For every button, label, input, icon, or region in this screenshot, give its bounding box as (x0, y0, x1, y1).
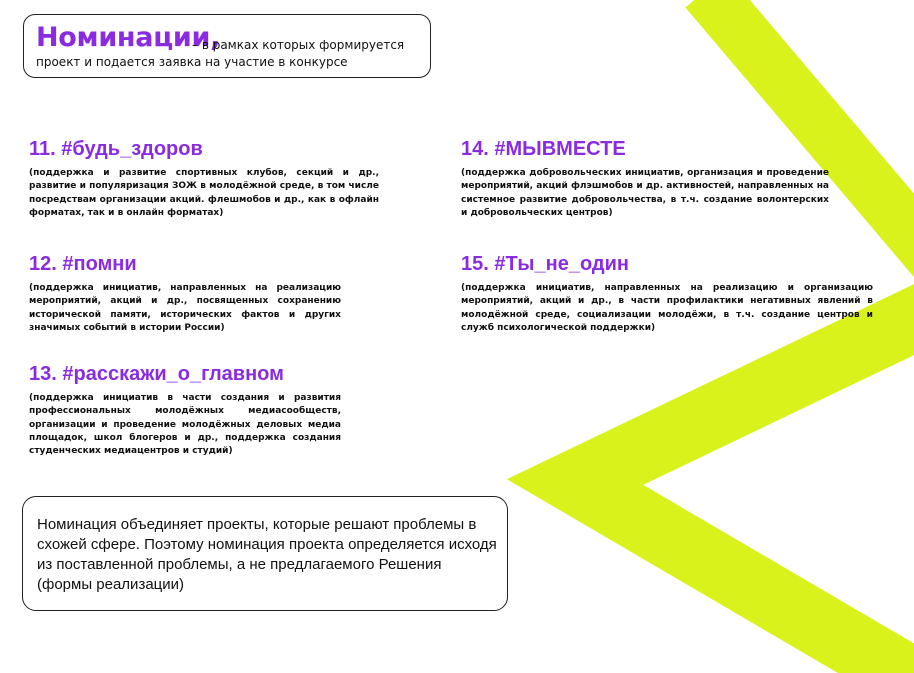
note-box (22, 496, 508, 611)
nomination-11 (29, 137, 379, 220)
note-text: Номинация объединяет проекты, которые решают проблемы в схожей сфере. Поэтому номинация проекта определяется исходя из поставленной проблемы, а не предлагаемого Решения (формы реализации) (37, 516, 497, 593)
nomination-15 (461, 252, 873, 335)
nomination-description: (поддержка инициатив, направленных на реализацию мероприятий, акций и др., посвященных сохранению исторической памяти, исторических фактов и других значимых событий в истории России) (29, 283, 341, 333)
nomination-14 (461, 137, 829, 220)
nomination-description: (поддержка и развитие спортивных клубов, секций и др., развитие и популяризация ЗОЖ в молодёжной среде, в том числе посредствам организации акций. флешмобов и др., как в офлайн форматах, так и в онлайн форматах) (29, 168, 379, 218)
header-box (23, 14, 431, 78)
nomination-title: 14. #МЫВМЕСТЕ (461, 138, 626, 160)
nomination-title: 15. #Ты_не_один (461, 253, 629, 275)
nomination-title: 13. #расскажи_о_главном (29, 363, 284, 385)
nomination-13 (29, 362, 341, 458)
nomination-description: (поддержка инициатив, направленных на реализацию и организацию мероприятий, акций и др., в части профилактики негативных явлений в молодёжной среде, социализации молодёжи, в т.ч. создание центров и служб психологической поддержки) (461, 283, 873, 333)
header-subtitle-line2: проект и подается заявка на участие в конкурсе (36, 55, 348, 69)
stripe-top (706, 0, 914, 272)
nomination-description: (поддержка инициатив в части создания и развития профессиональных молодёжных медиасообществ, организации и проведение молодёжных деловых медиа площадок, школ блогеров и др., поддержка создания студенческих медиацентров и студий) (29, 393, 341, 457)
nomination-description: (поддержка добровольческих инициатив, организация и проведение мероприятий, акций флэшмобов и др. активностей, направленных на системное развитие добровольчества, в т.ч. создание волонтерских и добровольческих центров) (461, 168, 829, 218)
stripe-m-shape (575, 300, 914, 673)
header-title: Номинации, (36, 22, 221, 53)
nomination-title: 11. #будь_здоров (29, 138, 203, 160)
header-subtitle-line1: – в рамках которых формируется (192, 38, 405, 52)
nomination-title: 12. #помни (29, 253, 137, 275)
nomination-12 (29, 252, 341, 335)
